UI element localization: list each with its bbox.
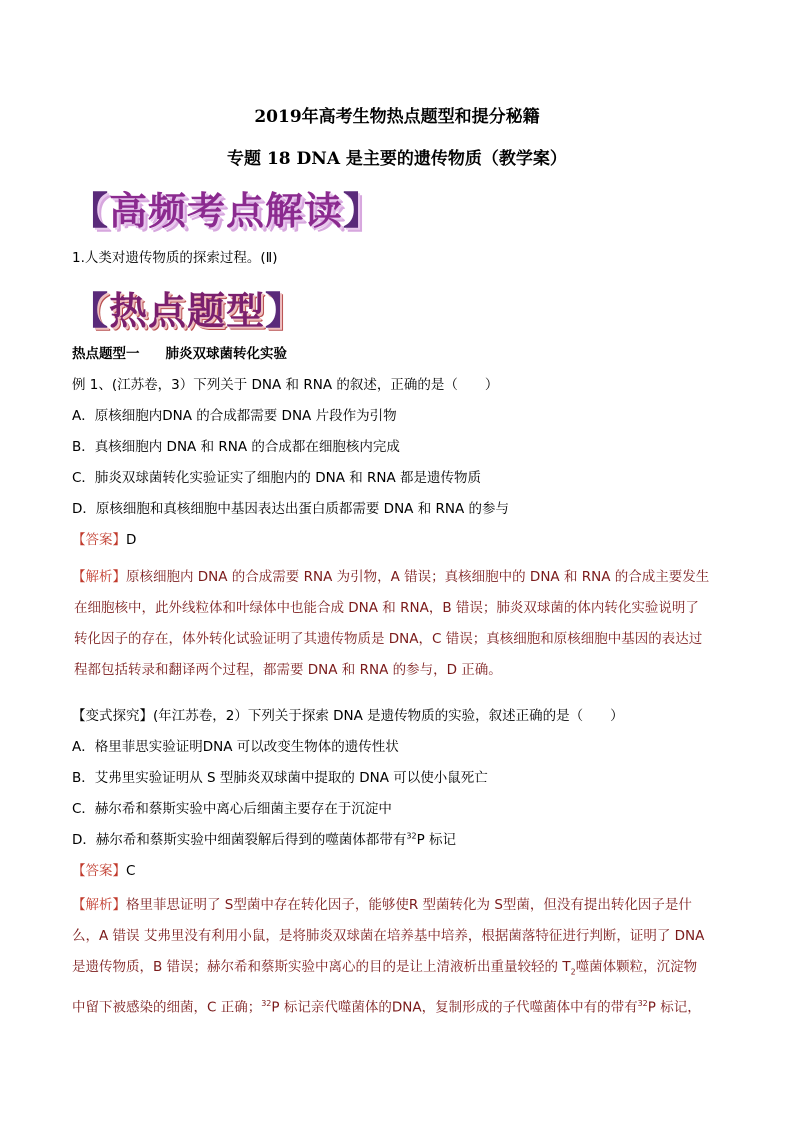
example-1-option-c: C．肺炎双球菌转化实验证实了细胞内的 DNA 和 RNA 都是遗传物质 <box>72 470 482 486</box>
banner-bracket-right: 】 <box>265 288 305 333</box>
explanation-line: 在细胞核中，此外线粒体和叶绿体中也能合成 DNA 和 RNA，B 错误；肺炎双球菌的体内转化实验说明了 <box>74 600 699 616</box>
explanation-line: 程都包括转录和翻译两个过程，都需要 DNA 和 RNA 的参与，D 正确。 <box>74 662 502 678</box>
section-label: 热点题型一 <box>72 346 140 362</box>
example-1-explanation <box>72 562 732 686</box>
example-1-option-d: D．原核细胞和真核细胞中基因表达出蛋白质都需要 DNA 和 RNA 的参与 <box>72 501 510 517</box>
answer-tag: 【答案】 <box>72 532 126 548</box>
document-subtitle: 专题 18 DNA 是主要的遗传物质（教学案） <box>227 149 567 169</box>
variant-stem <box>72 704 624 724</box>
variant-stem-text: (年江苏卷，2）下列关于探索 DNA 是遗传物质的实验，叙述正确的是（ ） <box>153 708 624 724</box>
explanation-line: 么，A 错误 艾弗里没有利用小鼠，是将肺炎双球菌在培养基中培养，根据菌落特征进行判断，证明了 DNA <box>72 928 705 944</box>
explanation-line: 中留下被感染的细菌，C 正确；$^{32}$P 标记亲代噬菌体的DNA，复制形成的子代噬菌体中有的带有$^{32}$P 标记， <box>72 998 701 1016</box>
banner-hot-text: 热点题型 <box>109 288 266 333</box>
answer-tag: 【答案】 <box>72 863 126 879</box>
example-1-option-a: A．原核细胞内DNA 的合成都需要 DNA 片段作为引物 <box>72 408 397 424</box>
variant-option-a: A．格里菲思实验证明DNA 可以改变生物体的遗传性状 <box>72 739 399 755</box>
explanation-line: 【解析】格里菲思证明了 S型菌中存在转化因子，能够使R 型菌转化为 S型菌，但没有提出转化因子是什 <box>72 897 692 913</box>
banner-bracket-left: 【 <box>70 288 110 333</box>
section-name: 肺炎双球菌转化实验 <box>165 346 287 362</box>
variant-option-b: B．艾弗里实验证明从 S 型肺炎双球菌中提取的 DNA 可以使小鼠死亡 <box>72 770 488 786</box>
example-1-answer <box>72 528 136 548</box>
variant-tag: 【变式探究】 <box>72 708 153 724</box>
explanation-tag: 【解析】 <box>72 569 126 585</box>
variant-option-c: C．赫尔希和蔡斯实验中离心后细菌主要存在于沉淀中 <box>72 801 392 817</box>
explanation-line: 转化因子的存在，体外转化试验证明了其遗传物质是 DNA，C 错误；真核细胞和原核细胞中基因的表达过 <box>74 631 703 647</box>
section-heading <box>72 342 287 362</box>
banner-hot-topics <box>70 280 304 335</box>
explanation-tag: 【解析】 <box>72 897 126 913</box>
exam-point-1: 1.人类对遗传物质的探索过程。(Ⅱ) <box>72 250 278 266</box>
example-1-option-b: B．真核细胞内 DNA 和 RNA 的合成都在细胞核内完成 <box>72 439 400 455</box>
banner-bracket-right: 】 <box>343 188 383 233</box>
answer-value: C <box>126 863 136 879</box>
example-1-stem: 例 1、(江苏卷，3）下列关于 DNA 和 RNA 的叙述，正确的是（ ） <box>72 377 499 393</box>
variant-answer <box>72 859 135 879</box>
variant-explanation <box>72 890 732 1023</box>
banner-high-frequency <box>70 180 382 235</box>
answer-value: D <box>126 532 137 548</box>
document-title: 2019年高考生物热点题型和提分秘籍 <box>254 107 540 127</box>
banner-bracket-left: 【 <box>70 188 110 233</box>
variant-option-d: D．赫尔希和蔡斯实验中细菌裂解后得到的噬菌体都带有$^{32}$P 标记 <box>72 831 457 848</box>
explanation-line: 是遗传物质，B 错误；赫尔希和蔡斯实验中离心的目的是让上清液析出重量较轻的 $T_2$噬菌体颗粒，沉淀物 <box>72 959 698 977</box>
explanation-line: 【解析】原核细胞内 DNA 的合成需要 RNA 为引物，A 错误；真核细胞中的 DNA 和 RNA 的合成主要发生 <box>72 569 710 585</box>
banner-freq-text: 高频考点解读 <box>109 188 344 233</box>
